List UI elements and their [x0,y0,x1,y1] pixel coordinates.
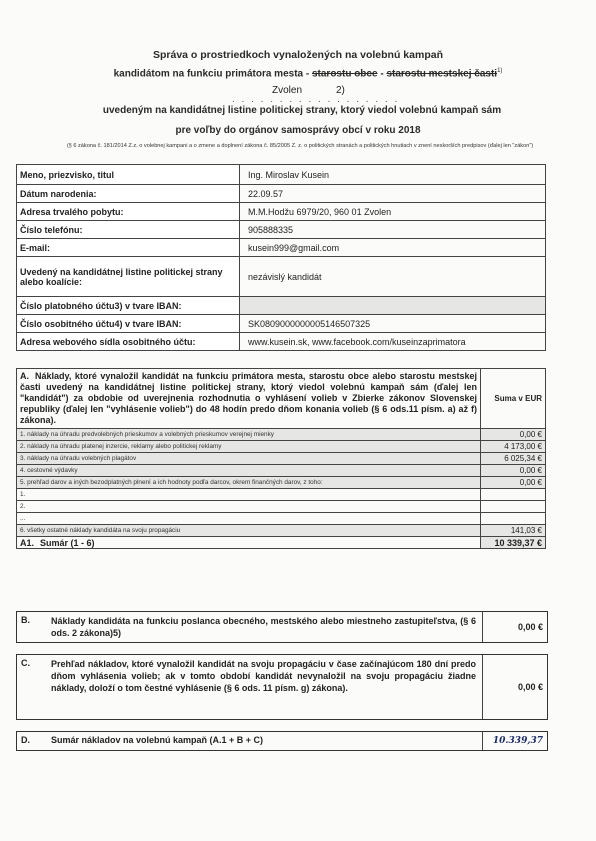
info-value: kusein999@gmail.com [240,239,546,257]
costs-table-a [16,368,546,549]
cost-row: 4. cestovné výdavky 0,00 € [17,465,546,477]
info-row-birth [17,185,546,203]
cost-amount: 141,03 € [481,525,546,537]
info-row-email [17,239,546,257]
info-row-list [17,257,546,297]
info-value: www.kusein.sk, www.facebook.com/kuseinzaprimatora [240,333,546,351]
candidate-info-table [16,164,546,351]
cost-row: 6. všetky ostatné náklady kandidáta na svoju propagáciu 141,03 € [17,525,546,537]
report-subtitle [10,68,596,79]
section-b-label: B. [21,615,30,625]
info-value [240,297,546,315]
info-label: Dátum narodenia: [17,185,240,203]
cost-row: 2. [17,501,546,513]
section-b [16,611,548,643]
section-c [16,654,548,720]
strike-mayor-village: starostu obce [311,68,378,80]
section-a-text: Náklady, ktoré vynaložil kandidát na funkciu primátora mesta, starostu obce alebo starostu mestskej časti uvedený na kandidátnej listine politickej strany, ktorý viedol volebnú kampaň sám (ďalej len "kandidát") za obdobie od uverejnenia rozhodnutia o vyhlásení volieb v Zbierke zákonov Slovenskej republiky (ďalej len "vyhlásenie volieb") do 48 hodín predo dňom konania volieb (§ 6 ods.11 písm. a) až f) zákona). [20,371,477,425]
info-label: Adresa trvalého pobytu: [17,203,240,221]
cost-row: 5. prehľad darov a iných bezodplatných plnení a ich hodnoty podľa darcov, okrem finančných darov, z toho: 0,00 € [17,477,546,489]
cost-amount: 6 025,34 € [481,453,546,465]
report-title: Správa o prostriedkoch vynaložených na volebnú kampaň [152,49,443,61]
sum-column-header: Suma v EUR [481,369,546,429]
cost-amount [481,501,546,513]
info-value: M.M.Hodžu 6979/20, 960 01 Zvolen [240,203,546,221]
info-value: nezávislý kandidát [240,257,546,297]
cost-row: ... [17,513,546,525]
sum-row-text: Sumár (1 - 6) [40,537,95,548]
cost-amount [481,513,546,525]
info-row-name [17,165,546,185]
cost-row: 1. náklady na úhradu predvolebných prieskumov a volebných prieskumov verejnej mienky 0,00 € [17,429,546,441]
info-label: Číslo osobitného účtu4) v tvare IBAN: [17,315,240,333]
info-value: 22.09.57 [240,185,546,203]
info-value: SK0809000000005146507325 [240,315,546,333]
cost-amount: 0,00 € [481,465,546,477]
section-d [16,731,548,751]
section-d-text: Sumár nákladov na volebnú kampaň (A.1 + B + C) [51,735,264,745]
subtitle-prefix: kandidátom na funkciu primátora mesta - [113,68,312,80]
footnote-2: 2) [336,85,345,96]
subtitle-dash: - [377,68,387,80]
sum-row-amount: 10 339,37 € [481,537,546,549]
section-d-label: D. [21,735,30,745]
cost-amount: 4 173,00 € [481,441,546,453]
info-row-address [17,203,546,221]
cost-row: 1. [17,489,546,501]
section-a-header [17,369,546,429]
info-row-phone [17,221,546,239]
info-value: 905888335 [240,221,546,239]
report-line3: uvedeným na kandidátnej listine politickej strany, ktorý viedol volebnú kampaň sám [102,105,502,116]
info-label: Adresa webového sídla osobitného účtu: [17,333,240,351]
info-row-website [17,333,546,351]
info-row-special-account [17,315,546,333]
info-label: Číslo telefónu: [17,221,240,239]
legal-reference: (§ 6 zákona č. 181/2014 Z.z. o volebnej kampani a o zmene a doplnení zákona č. 85/2005 Z. z. o politických stranách a politických hnutiach v znení neskorších predpisov (ďalej len "zákon") [66,143,534,149]
section-c-amount: 0,00 € [482,655,547,719]
section-b-text: Náklady kandidáta na funkciu poslanca obecného, mestského alebo miestneho zastupiteľstva, (§ 6 ods. 2 zákona)5) [51,616,476,638]
sum-row-label: A1. [20,537,35,548]
cost-amount: 0,00 € [481,429,546,441]
section-a-label: A. [20,371,29,381]
section-a1-sum-row [17,537,546,549]
section-d-amount: 10.339,37 [482,732,547,750]
report-line4: pre voľby do orgánov samosprávy obcí v roku 2018 [175,125,421,136]
info-label: Meno, priezvisko, titul [17,165,240,185]
section-b-amount: 0,00 € [482,612,547,642]
cost-row: 3. náklady na úhradu volebných plagátov 6 025,34 € [17,453,546,465]
info-label: Číslo platobného účtu3) v tvare IBAN: [17,297,240,315]
info-label: E-mail: [17,239,240,257]
info-row-payment-account [17,297,546,315]
info-label: Uvedený na kandidátnej listine politickej strany alebo koalície: [17,257,240,297]
city-name: Zvolen [272,85,303,96]
section-c-label: C. [21,658,30,668]
footnote-1: 1) [497,68,503,74]
cost-row: 2. náklady na úhradu platenej inzercie, reklamy alebo politickej reklamy 4 173,00 € [17,441,546,453]
strike-mayor-district: starostu mestskej časti [386,68,498,80]
cost-amount [481,489,546,501]
dotted-line: . . . . . . . . . . . . . . . . . . [232,94,400,105]
section-c-text: Prehľad nákladov, ktoré vynaložil kandidát na svoju propagáciu v čase začínajúcom 180 dní predo dňom vyhlásenia volieb; ak v tomto období kandidát nevynaložil na svoju propagáciu žiadne náklady, doloží o tom čestné vyhlásenie (§ 6 ods. 11 písm. g) zákona). [51,659,476,693]
info-value: Ing. Miroslav Kusein [240,165,546,185]
cost-amount: 0,00 € [481,477,546,489]
